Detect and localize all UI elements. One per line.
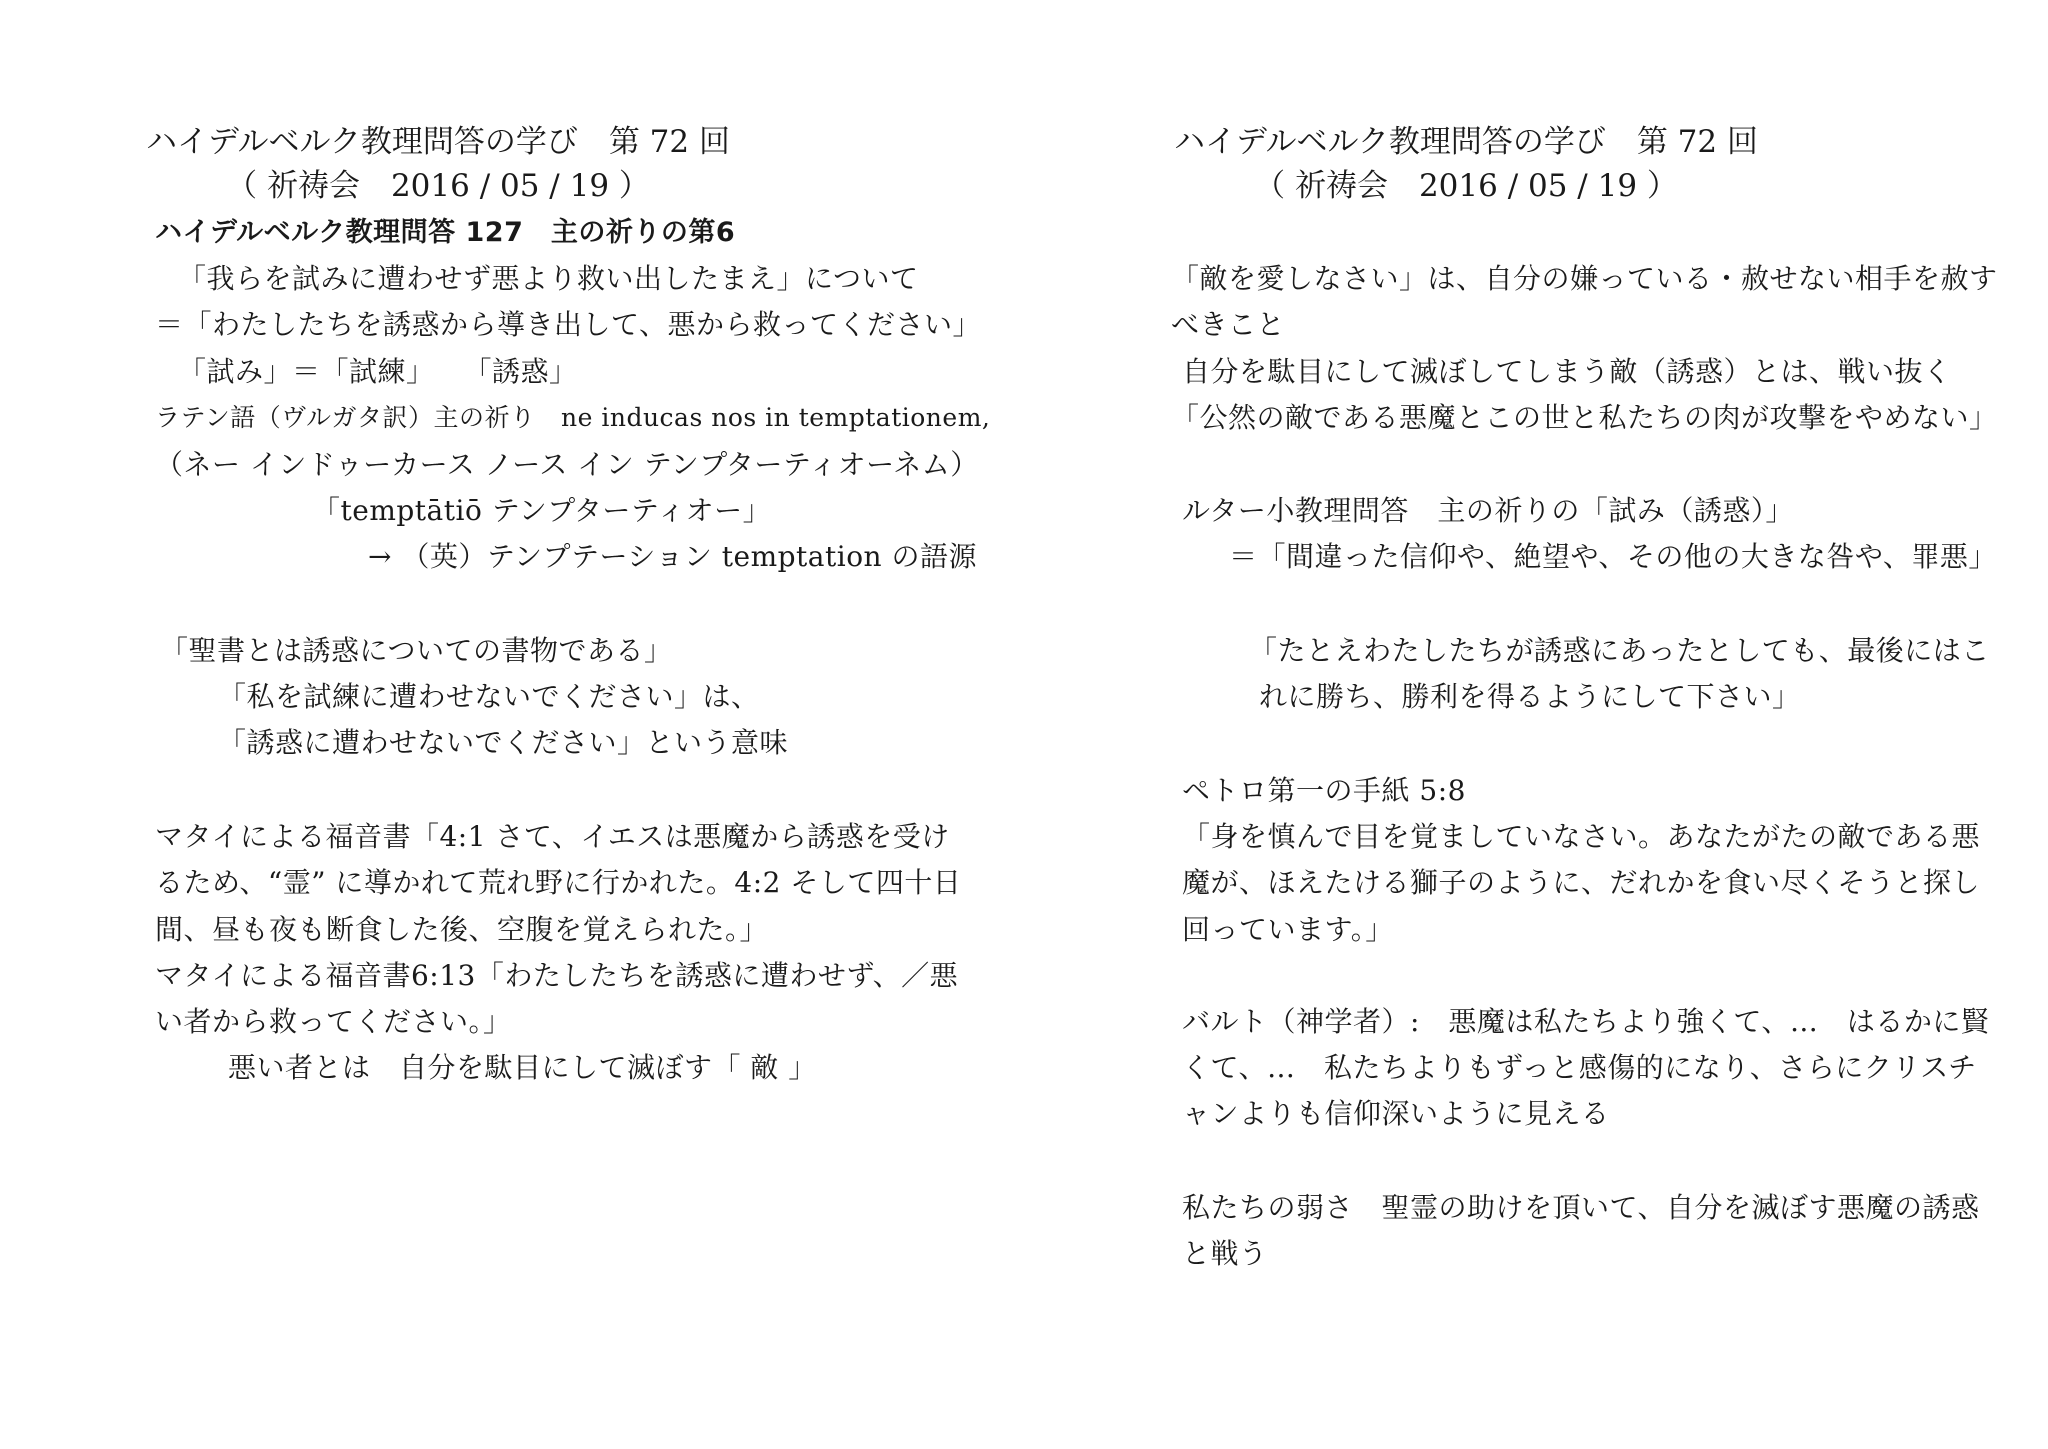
text-line: 回っています。」 — [1182, 913, 1394, 946]
text-line: くて、… 私たちよりもずっと感傷的になり、さらにクリスチ — [1182, 1051, 1977, 1084]
text-line: ＝「わたしたちを誘惑から導き出して、悪から救ってください」 — [155, 308, 981, 341]
text-line: 「公然の敵である悪魔とこの世と私たちの肉が攻撃をやめない」 — [1171, 401, 1998, 434]
text-line: 間、昼も夜も断食した後、空腹を覚えられた。」 — [155, 913, 769, 946]
right-page — [1024, 0, 2048, 1449]
text-line: れに勝ち、勝利を得るようにして下さい」 — [1259, 680, 1801, 713]
text-line: 「私を試練に遭わせないでください」は、 — [218, 680, 760, 713]
text-line: マタイによる福音書6:13「わたしたちを誘惑に遭わせず、／悪 — [155, 959, 959, 992]
text-line: 「temptātiō テンプターティオー」 — [312, 494, 772, 527]
text-line: → （英）テンプテーション temptation の語源 — [368, 540, 977, 573]
text-line: ラテン語（ヴルガタ訳）主の祈り ne inducas nos in temptationem, — [155, 403, 991, 432]
text-line: 「試み」＝「試練」 「誘惑」 — [178, 355, 578, 388]
text-line: 「たとえわたしたちが誘惑にあったとしても、最後にはこ — [1249, 634, 1990, 667]
text-line: るため、“霊” に導かれて荒れ野に行かれた。4:2 そして四十日 — [155, 866, 962, 899]
text-line: ャンよりも信仰深いように見える — [1182, 1097, 1610, 1130]
text-line: マタイによる福音書「4:1 さて、イエスは悪魔から誘惑を受け — [155, 820, 950, 853]
text-line: べきこと — [1171, 308, 1286, 341]
text-line: 自分を駄目にして滅ぼしてしまう敵（誘惑）とは、戦い抜く — [1182, 355, 1952, 388]
text-line: バルト（神学者）: 悪魔は私たちより強くて、… はるかに賢 — [1182, 1005, 1990, 1038]
text-line: い者から救ってください。」 — [155, 1005, 512, 1038]
text-line: 魔が、ほえたける獅子のように、だれかを食い尽くそうと探し — [1182, 866, 1981, 899]
text-line: ＝「間違った信仰や、絶望や、その他の大きな咎や、罪悪」 — [1229, 540, 1997, 573]
text-line: 悪い者とは 自分を駄目にして滅ぼす「 敵 」 — [228, 1051, 817, 1084]
text-line: 「我らを試みに遭わせず悪より救い出したまえ」について — [178, 262, 919, 295]
text-line: ルター小教理問答 主の祈りの「試み（誘惑）」 — [1182, 494, 1794, 527]
text-line: 私たちの弱さ 聖霊の助けを頂いて、自分を滅ぼす悪魔の誘惑 — [1182, 1191, 1980, 1224]
page-subtitle: （ 祈祷会 2016 / 05 / 19 ） — [226, 168, 650, 204]
section-heading: ハイデルベルク教理問答 127 主の祈りの第6 — [155, 217, 736, 248]
text-line: 「身を慎んで目を覚ましていなさい。あなたがたの敵である悪 — [1182, 820, 1981, 853]
text-line: 「敵を愛しなさい」は、自分の嫌っている・赦せない相手を赦す — [1171, 262, 1998, 295]
text-line: ペトロ第一の手紙 5:8 — [1182, 774, 1466, 807]
text-line: 「誘惑に遭わせないでください」という意味 — [218, 726, 789, 759]
page-title: ハイデルベルク教理問答の学び 第 72 回 — [1174, 124, 1758, 160]
text-line: （ネー インドゥーカース ノース イン テンプターティオーネム） — [155, 448, 979, 481]
page-title: ハイデルベルク教理問答の学び 第 72 回 — [146, 124, 730, 160]
text-line: 「聖書とは誘惑についての書物である」 — [160, 634, 673, 667]
text-line: と戦う — [1182, 1237, 1268, 1270]
page-subtitle: （ 祈祷会 2016 / 05 / 19 ） — [1254, 168, 1678, 204]
